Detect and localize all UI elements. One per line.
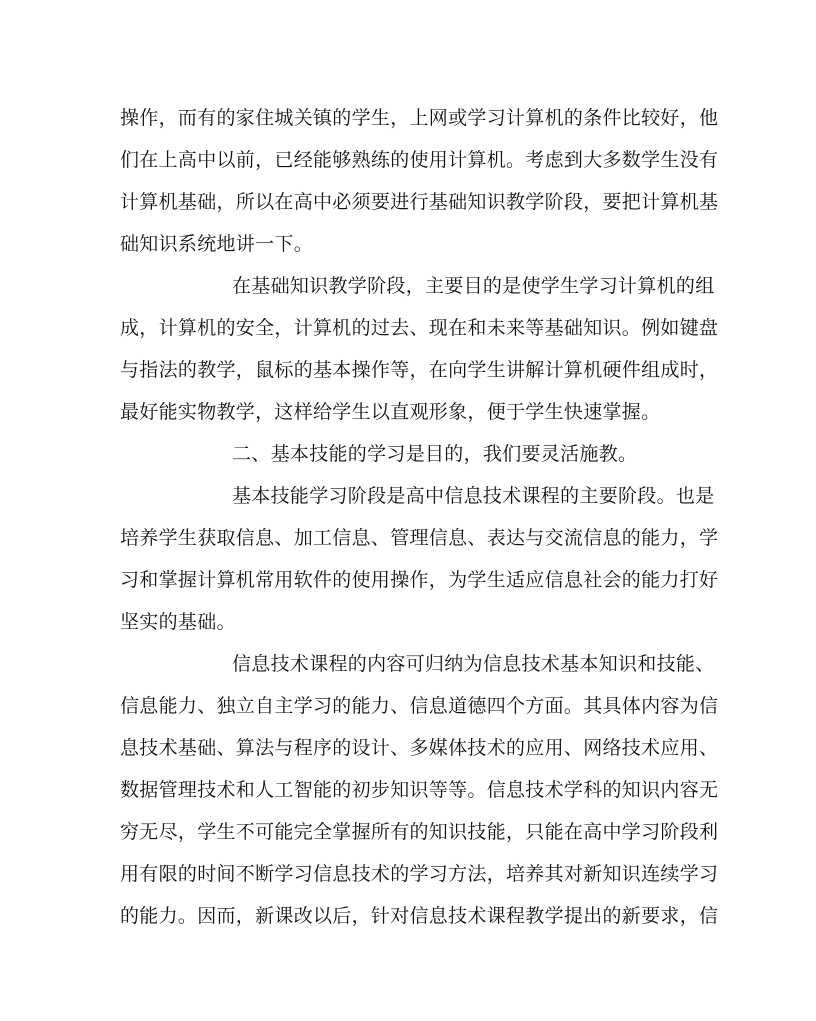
text-line: 穷无尽，学生不可能完全掌握所有的知识技能，只能在高中学习阶段利 — [120, 821, 719, 843]
paragraph-start-line: 基本技能学习阶段是高中信息技术课程的主要阶段。也是 — [232, 485, 715, 507]
text-line: 用有限的时间不断学习信息技术的学习方法，培养其对新知识连续学习 — [120, 863, 719, 885]
text-line: 础知识系统地讲一下。 — [120, 233, 314, 255]
text-line: 习和掌握计算机常用软件的使用操作，为学生适应信息社会的能力打好 — [120, 569, 719, 591]
text-line: 成，计算机的安全，计算机的过去、现在和未来等基础知识。例如键盘 — [120, 317, 719, 339]
text-line: 最好能实物教学，这样给学生以直观形象，便于学生快速掌握。 — [120, 401, 661, 423]
section-heading: 二、基本技能的学习是目的，我们要灵活施教。 — [232, 443, 638, 465]
text-line: 操作，而有的家住城关镇的学生，上网或学习计算机的条件比较好，他 — [120, 107, 719, 129]
paragraph-start-line: 信息技术课程的内容可归纳为信息技术基本知识和技能、 — [232, 653, 715, 675]
text-line: 的能力。因而，新课改以后，针对信息技术课程教学提出的新要求，信 — [120, 905, 719, 927]
paragraph-start-line: 在基础知识教学阶段，主要目的是使学生学习计算机的组 — [232, 275, 715, 297]
text-line: 计算机基础，所以在高中必须要进行基础知识教学阶段，要把计算机基 — [120, 191, 719, 213]
text-line: 与指法的教学，鼠标的基本操作等，在向学生讲解计算机硬件组成时， — [120, 359, 719, 381]
text-line: 数据管理技术和人工智能的初步知识等等。信息技术学科的知识内容无 — [120, 779, 719, 801]
text-line: 信息能力、独立自主学习的能力、信息道德四个方面。其具体内容为信 — [120, 695, 719, 717]
text-line: 息技术基础、算法与程序的设计、多媒体技术的应用、网络技术应用、 — [120, 737, 719, 759]
text-line: 坚实的基础。 — [120, 611, 236, 633]
text-line: 们在上高中以前，已经能够熟练的使用计算机。考虑到大多数学生没有 — [120, 149, 719, 171]
text-line: 培养学生获取信息、加工信息、管理信息、表达与交流信息的能力，学 — [120, 527, 719, 549]
